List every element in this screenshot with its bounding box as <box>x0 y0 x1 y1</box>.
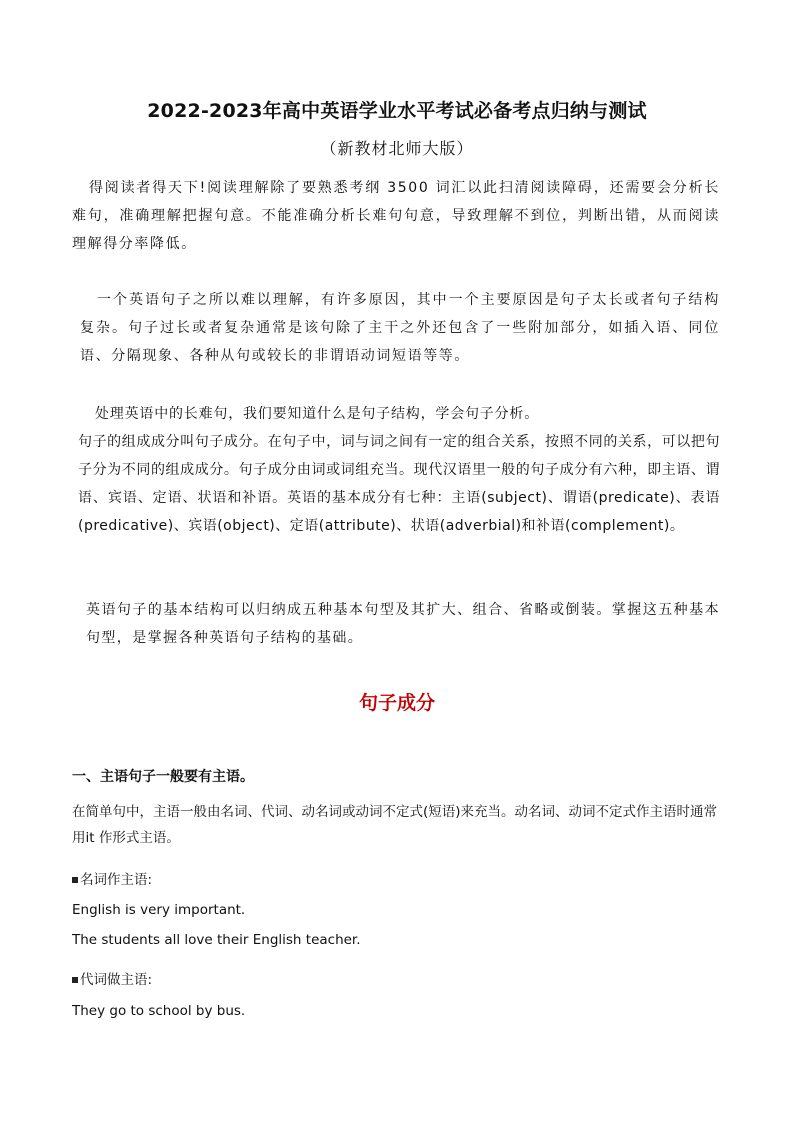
document-subtitle: （新教材北师大版） <box>320 139 474 158</box>
example-sentence-1: English is very important. <box>72 902 246 918</box>
heading-subject: 一、主语句子一般要有主语。 <box>72 769 254 785</box>
square-bullet-icon <box>72 977 78 983</box>
square-bullet-icon <box>72 877 78 883</box>
intro-paragraph-5: 英语句子的基本结构可以归纳成五种基本句型及其扩大、组合、省略或倒装。掌握这五种基本句型，是掌握各种英语句子结构的基础。 <box>86 602 720 646</box>
example-sentence-3: They go to school by bus. <box>72 1003 246 1019</box>
intro-paragraph-2: 一个英语句子之所以难以理解，有许多原因，其中一个主要原因是句子太长或者句子结构复杂。句子过长或者复杂通常是该句除了主干之外还包含了一些附加部分，如插入语、同位语、分隔现象、各种从句或较长的非谓语动词短语等等。 <box>80 292 720 364</box>
label-pronoun-subject <box>72 968 152 988</box>
intro-paragraph-4: 句子的组成成分叫句子成分。在句子中，词与词之间有一定的组合关系，按照不同的关系，可以把句子分为不同的组成成分。句子成分由词或词组充当。现代汉语里一般的句子成分有六种，即主语、谓语、宾语、定语、状语和补语。英语的基本成分有七种：主语(subject)、谓语(predicate)、表语(predicative)、宾语(object)、定语(attribute)、状语(adverbial)和补语(complement)。 <box>78 434 720 534</box>
label-noun-subject <box>72 868 152 888</box>
label-pronoun-text: 代词做主语: <box>80 972 153 988</box>
document-title: 2022-2023年高中英语学业水平考试必备考点归纳与测试 <box>147 100 647 122</box>
subject-explanation: 在简单句中，主语一般由名词、代词、动名词或动词不定式(短语)来充当。动名词、动词不定式作主语时通常用it 作形式主语。 <box>72 804 718 846</box>
section-title: 句子成分 <box>358 692 435 714</box>
intro-paragraph-3: 处理英语中的长难句，我们要知道什么是句子结构，学会句子分析。 <box>95 406 539 422</box>
example-sentence-2: The students all love their English teacher. <box>72 932 361 948</box>
label-noun-text: 名词作主语: <box>80 872 153 888</box>
intro-paragraph-1: 得阅读者得天下!阅读理解除了要熟悉考纲 3500 词汇以此扫清阅读障碍，还需要会分析长难句，准确理解把握句意。不能准确分析长难句句意，导致理解不到位，判断出错，从而阅读理解得分率降低。 <box>72 180 720 252</box>
